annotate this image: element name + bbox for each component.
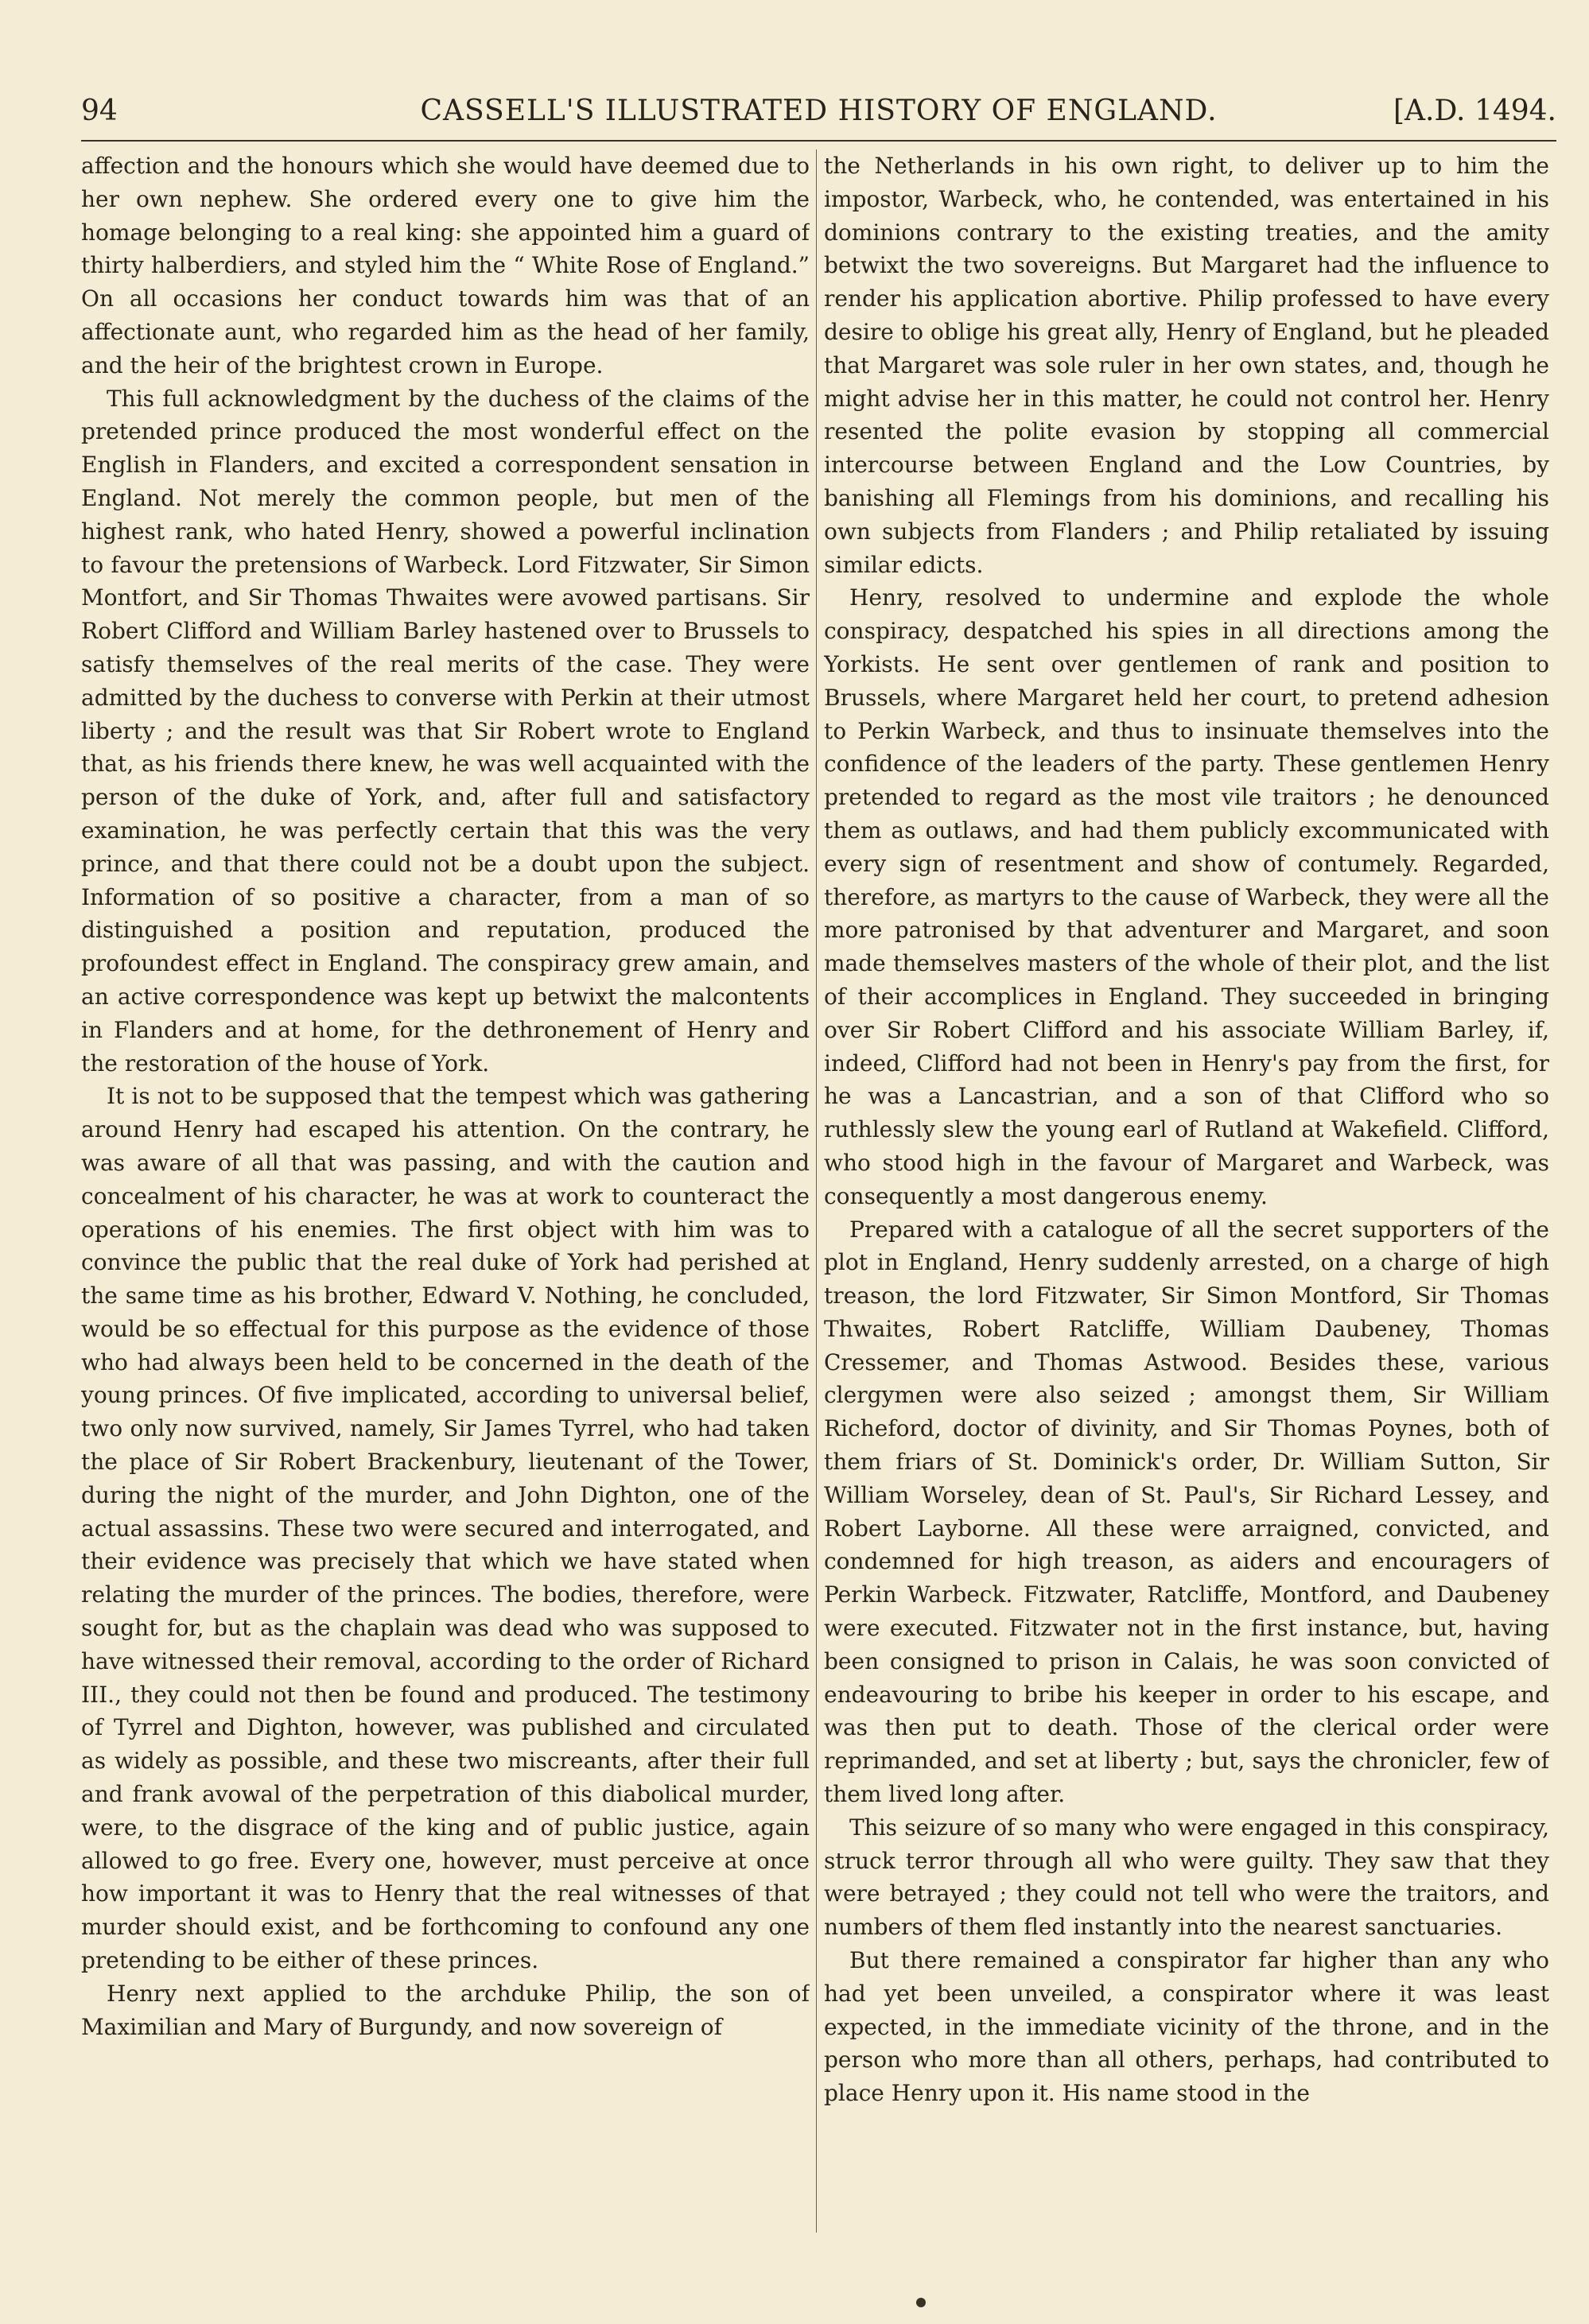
paragraph: the Netherlands in his own right, to deliver up to him the impostor, Warbeck, who, he contended, was entertained in his dominions contrary to the existing treaties, and the amity betwixt the two sovereigns. But Margaret had the influence to render his application abortive. Philip professed to have every desire to oblige his great ally, Henry of England, but he pleaded that Margaret was sole ruler in her own states, and, though he might advise her in this matter, he could not control her. Henry resented the polite evasion by stopping all commercial intercourse between England and the Low Countries, by banishing all Flemings from his dominions, and recalling his own subjects from Flanders ; and Philip retaliated by issuing similar edicts.: [824, 153, 1549, 578]
right-column: [824, 149, 1549, 2264]
running-title: CASSELL'S ILLUSTRATED HISTORY OF ENGLAND.: [420, 95, 1218, 127]
date-range: [A.D. 1494.: [1393, 95, 1556, 127]
paragraph: Henry next applied to the archduke Philip, the son of Maximilian and Mary of Burgundy, and now sovereign of: [81, 1980, 810, 2040]
printer-mark-icon: [916, 2298, 926, 2307]
paragraph: It is not to be supposed that the tempest which was gathering around Henry had escaped his attention. On the contrary, he was aware of all that was passing, and with the caution and concealment of his character, he was at work to counteract the operations of his enemies. The first object with him was to convince the public that the real duke of York had perished at the same time as his brother, Edward V. Nothing, he concluded, would be so effectual for this purpose as the evidence of those who had always been held to be concerned in the death of the young princes. Of five implicated, according to universal belief, two only now survived, namely, Sir James Tyrrel, who had taken the place of Sir Robert Brackenbury, lieutenant of the Tower, during the night of the murder, and John Dighton, one of the actual assassins. These two were secured and interrogated, and their evidence was precisely that which we have stated when relating the murder of the princes. The bodies, therefore, were sought for, but as the chaplain was dead who was supposed to have witnessed their removal, according to the order of Richard III., they could not then be found and produced. The testimony of Tyrrel and Dighton, however, was published and circulated as widely as possible, and these two miscreants, after their full and frank avowal of the perpetration of this diabolical murder, were, to the disgrace of the king and of public justice, again allowed to go free. Every one, however, must perceive at once how important it was to Henry that the real witnesses of that murder should exist, and be forthcoming to confound any one pretending to be either of these princes.: [81, 1083, 810, 1974]
header-rule: [81, 140, 1556, 142]
column-divider: [816, 149, 817, 2233]
paragraph: This seizure of so many who were engaged in this conspiracy, struck terror through all who were guilty. They saw that they were betrayed ; they could not tell who were the traitors, and numbers of them fled instantly into the nearest sanctuaries.: [824, 1814, 1549, 1941]
page-header: [81, 89, 1556, 134]
paragraph: affection and the honours which she would have deemed due to her own nephew. She ordered every one to give him the homage belonging to a real king: she appointed him a guard of thirty halberdiers, and styled him the “ White Rose of England.” On all occasions her conduct towards him was that of an affectionate aunt, who regarded him as the head of her family, and the heir of the brightest crown in Europe.: [81, 153, 810, 378]
paragraph: Prepared with a catalogue of all the secret supporters of the plot in England, Henry suddenly arrested, on a charge of high treason, the lord Fitzwater, Sir Simon Montford, Sir Thomas Thwaites, Robert Ratcliffe, William Daubeney, Thomas Cressemer, and Thomas Astwood. Besides these, various clergymen were also seized ; amongst them, Sir William Richeford, doctor of divinity, and Sir Thomas Poynes, both of them friars of St. Dominick's order, Dr. William Sutton, Sir William Worseley, dean of St. Paul's, Sir Richard Lessey, and Robert Layborne. All these were arraigned, convicted, and condemned for high treason, as aiders and encouragers of Perkin Warbeck. Fitzwater, Ratcliffe, Montford, and Daubeney were executed. Fitzwater not in the first instance, but, having been consigned to prison in Calais, he was soon convicted of endeavouring to bribe his keeper in order to his escape, and was then put to death. Those of the clerical order were reprimanded, and set at liberty ; but, says the chronicler, few of them lived long after.: [824, 1216, 1549, 1808]
paragraph: This full acknowledgment by the duchess of the claims of the pretended prince produced the most wonderful effect on the English in Flanders, and excited a correspondent sensation in England. Not merely the common people, but men of the highest rank, who hated Henry, showed a powerful inclination to favour the pretensions of Warbeck. Lord Fitzwater, Sir Simon Montfort, and Sir Thomas Thwaites were avowed partisans. Sir Robert Clifford and William Barley hastened over to Brussels to satisfy themselves of the real merits of the case. They were admitted by the duchess to converse with Perkin at their utmost liberty ; and the result was that Sir Robert wrote to England that, as his friends there knew, he was well acquainted with the person of the duke of York, and, after full and satisfactory examination, he was perfectly certain that this was the very prince, and that there could not be a doubt upon the subject. Information of so positive a character, from a man of so distinguished a position and reputation, produced the profoundest effect in England. The conspiracy grew amain, and an active correspondence was kept up betwixt the malcontents in Flanders and at home, for the dethronement of Henry and the restoration of the house of York.: [81, 385, 810, 1077]
paragraph: Henry, resolved to undermine and explode the whole conspiracy, despatched his spies in all directions among the Yorkists. He sent over gentlemen of rank and position to Brussels, where Margaret held her court, to pretend adhesion to Perkin Warbeck, and thus to insinuate themselves into the confidence of the leaders of the party. These gentlemen Henry pretended to regard as the most vile traitors ; he denounced them as outlaws, and had them publicly excommunicated with every sign of resentment and show of contumely. Regarded, therefore, as martyrs to the cause of Warbeck, they were all the more patronised by that adventurer and Margaret, and soon made themselves masters of the whole of their plot, and the list of their accomplices in England. They succeeded in bringing over Sir Robert Clifford and his associate William Barley, if, indeed, Clifford had not been in Henry's pay from the first, for he was a Lancastrian, and a son of that Clifford who so ruthlessly slew the young earl of Rutland at Wakefield. Clifford, who stood high in the favour of Margaret and Warbeck, was consequently a most dangerous enemy.: [824, 584, 1549, 1209]
page-number: 94: [81, 95, 118, 127]
paragraph: But there remained a conspirator far higher than any who had yet been unveiled, a conspirator where it was least expected, in the immediate vicinity of the throne, and in the person who more than all others, perhaps, had contributed to place Henry upon it. His name stood in the: [824, 1947, 1549, 2107]
left-column: [81, 149, 810, 2264]
